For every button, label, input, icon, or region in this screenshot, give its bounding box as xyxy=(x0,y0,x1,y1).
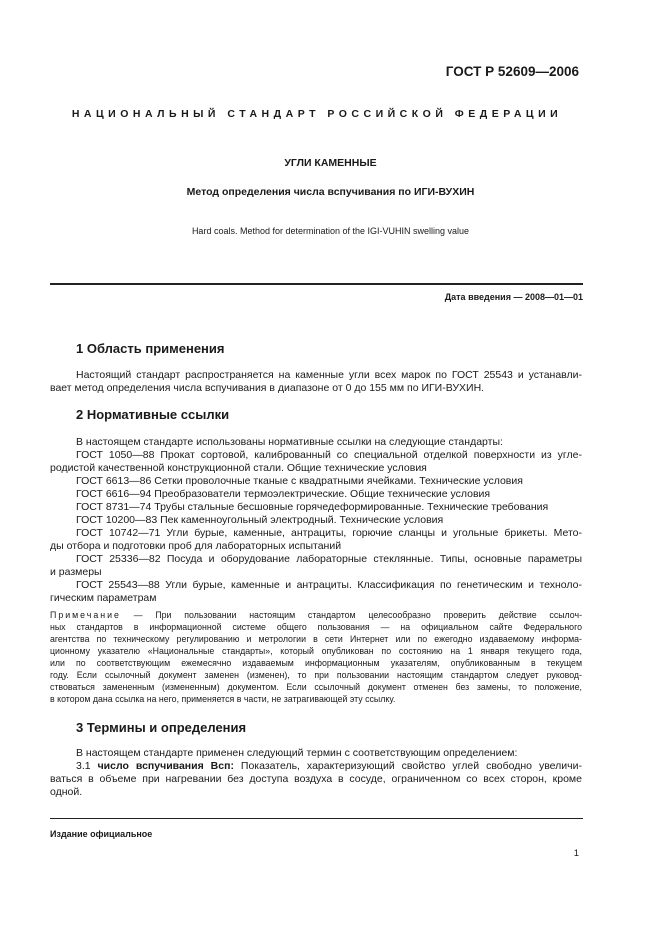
note-line: году. Если ссылочный документ заменен (изменен), то при пользовании настоящим стандартом следует руковод- xyxy=(50,670,582,680)
page-number: 1 xyxy=(573,848,579,859)
reference-line: ГОСТ 10742—71 Угли бурые, каменные, антрациты, горючие сланцы и угольные брикеты. Мето- xyxy=(76,527,582,539)
section-3-heading: 3 Термины и определения xyxy=(76,720,247,735)
reference-line: ГОСТ 8731—74 Трубы стальные бесшовные горячедеформированные. Технические требования xyxy=(76,501,549,513)
section-2-body xyxy=(50,436,582,605)
note-line: ционному указателю «Национальные стандарты», который опубликован по состоянию на 1 января текущего года, xyxy=(50,646,582,656)
document-subtitle: Метод определения числа вспучивания по ИГИ-ВУХИН xyxy=(186,186,475,198)
note-label: Примечание xyxy=(50,610,121,620)
section-1-heading: 1 Область применения xyxy=(76,341,225,356)
section-3-intro: В настоящем стандарте применен следующий термин с соответствующим определением: xyxy=(76,747,518,759)
section-2-heading: 2 Нормативные ссылки xyxy=(76,407,230,422)
standard-number: ГОСТ Р 52609—2006 xyxy=(445,64,579,79)
term-definition-line: 3.1 число вспучивания Всп: Показатель, характеризующий свойство углей свободно увеличи- xyxy=(76,760,582,772)
reference-line: и размеры xyxy=(50,566,102,578)
section-3-body xyxy=(50,747,582,799)
note-line: в котором дана ссылка на него, применяется в части, не затрагивающей эту ссылку. xyxy=(50,694,396,704)
reference-line: гическим параметрам xyxy=(50,592,157,604)
note-line: ствоваться замененным (измененным) документом. Если ссылочный документ отменен без замены, то положение, xyxy=(50,682,582,692)
edition-label: Издание официальное xyxy=(50,829,153,839)
section-1-body xyxy=(50,369,582,395)
term-definition-line: одной. xyxy=(50,786,83,798)
note-line: или по соответствующим ежемесячно издаваемым информационным указателям, опубликованным в текущем xyxy=(50,658,582,668)
note-line: ных стандартов в информационной системе общего пользования — на официальном сайте Федерального xyxy=(50,622,582,632)
reference-line: родистой качественной конструкционной стали. Общие технические условия xyxy=(50,462,427,474)
reference-line: ГОСТ 6613—86 Сетки проволочные тканые с квадратными ячейками. Технические условия xyxy=(76,475,523,487)
term-name: число вспучивания Всп: xyxy=(97,760,234,772)
section-2-note xyxy=(50,609,582,705)
reference-line: ГОСТ 6616—94 Преобразователи термоэлектрические. Общие технические условия xyxy=(76,488,491,500)
section-1-line: Настоящий стандарт распространяется на каменные угли всех марок по ГОСТ 25543 и устанавли- xyxy=(76,369,582,381)
footer-divider xyxy=(50,818,583,819)
reference-line: ГОСТ 25543—88 Угли бурые, каменные и антрациты. Классификация по генетическим и техноло- xyxy=(76,579,582,591)
document-title: УГЛИ КАМЕННЫЕ xyxy=(284,157,377,169)
note-line: агентства по техническому регулированию и метрологии в сети Интернет или по ежегодно издаваемому информа- xyxy=(50,634,582,644)
reference-line: ды отбора и подготовки проб для лабораторных испытаний xyxy=(50,540,342,552)
reference-line: ГОСТ 10200—83 Пек каменноугольный электродный. Технические условия xyxy=(76,514,444,526)
section-2-intro: В настоящем стандарте использованы нормативные ссылки на следующие стандарты: xyxy=(76,436,503,448)
term-definition-line: ваться в объеме при нагревании без доступа воздуха в сосуде, ограниченном со всех сторон, кроме xyxy=(50,773,582,785)
introduction-date: Дата введения — 2008—01—01 xyxy=(444,292,583,302)
reference-line: ГОСТ 25336—82 Посуда и оборудование лабораторные стеклянные. Типы, основные параметры xyxy=(76,553,582,565)
reference-line: ГОСТ 1050—88 Прокат сортовой, калиброванный со специальной отделкой поверхности из угле- xyxy=(76,449,582,461)
term-number: 3.1 xyxy=(76,760,91,772)
national-standard-banner: НАЦИОНАЛЬНЫЙ СТАНДАРТ РОССИЙСКОЙ ФЕДЕРАЦИИ xyxy=(71,108,563,120)
title-divider xyxy=(50,283,583,285)
section-1-line: вает метод определения числа вспучивания в диапазоне от 0 до 155 мм по ИГИ-ВУХИН. xyxy=(50,382,485,394)
english-title: Hard coals. Method for determination of the IGI-VUHIN swelling value xyxy=(191,226,470,236)
note-line: Примечание — При пользовании настоящим стандартом целесообразно проверить действие ссылоч- xyxy=(50,610,582,620)
